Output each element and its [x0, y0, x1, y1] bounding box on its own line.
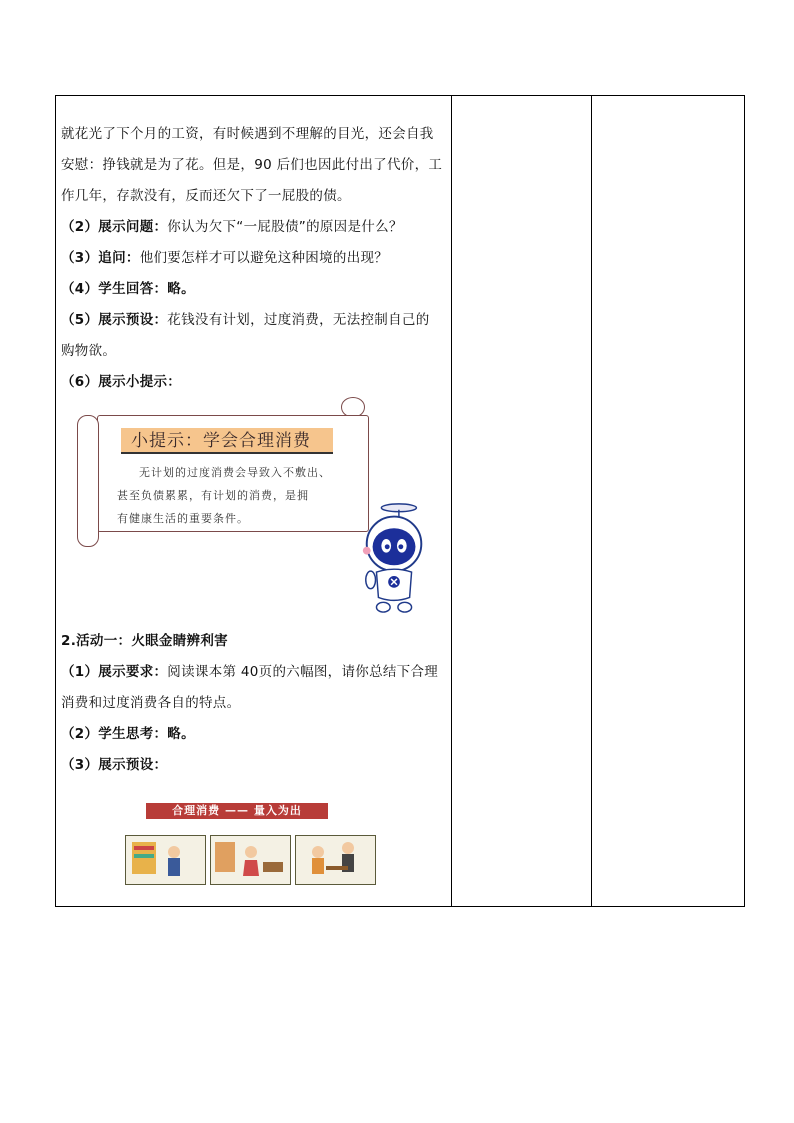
paragraph-line: 就花光了下个月的工资，有时候遇到不理解的目光，还会自我	[61, 126, 434, 142]
paragraph-line: （5）展示预设：花钱没有计划，过度消费，无法控制自己的	[61, 312, 430, 328]
shopping-illustration-icon	[126, 836, 205, 884]
tip-scroll	[73, 395, 373, 555]
activity-section	[61, 626, 447, 781]
column-divider-2	[591, 96, 592, 906]
illustration-panel	[210, 835, 291, 885]
tip-title: 小提示：学会合理消费	[121, 428, 333, 454]
column-divider-1	[451, 96, 452, 906]
paragraph-line: （2）展示问题：你认为欠下“一屁股债”的原因是什么？	[61, 219, 403, 235]
paragraph-line: （6）展示小提示：	[61, 374, 182, 390]
scroll-roll-icon	[77, 415, 99, 547]
activity-line: （2）学生思考：略。	[61, 726, 195, 742]
activity-heading: 2.活动一：火眼金睛辨利害	[61, 633, 228, 649]
activity-line: 消费和过度消费各自的特点。	[61, 695, 241, 711]
strip-title: 合理消费 —— 量入为出	[146, 803, 328, 819]
reasonable-consumption-strip	[125, 795, 380, 890]
illustration-panel	[125, 835, 206, 885]
paragraph-line: （3）追问：他们要怎样才可以避免这种困境的出现？	[61, 250, 389, 266]
paragraph-line: 购物欲。	[61, 343, 117, 359]
content-column	[61, 125, 447, 398]
cashier-illustration-icon	[211, 836, 290, 884]
activity-line: （3）展示预设：	[61, 757, 168, 773]
paragraph-line: 作几年，存款没有，反而还欠下了一屁股的债。	[61, 188, 351, 204]
robot-mascot-icon	[355, 500, 435, 615]
activity-line: （1）展示要求：阅读课本第 40页的六幅图，请你总结下合理	[61, 664, 439, 680]
tip-text: 无计划的过度消费会导致入不敷出、 甚至负债累累，有计划的消费，是拥 有健康生活的重要条件。	[117, 466, 331, 525]
family-illustration-icon	[296, 836, 375, 884]
paragraph-line: （4）学生回答：略。	[61, 281, 195, 297]
illustration-panel	[295, 835, 376, 885]
scroll-curl-icon	[341, 397, 365, 417]
paragraph-line: 安慰：挣钱就是为了花。但是，90 后们也因此付出了代价，工	[61, 157, 443, 173]
